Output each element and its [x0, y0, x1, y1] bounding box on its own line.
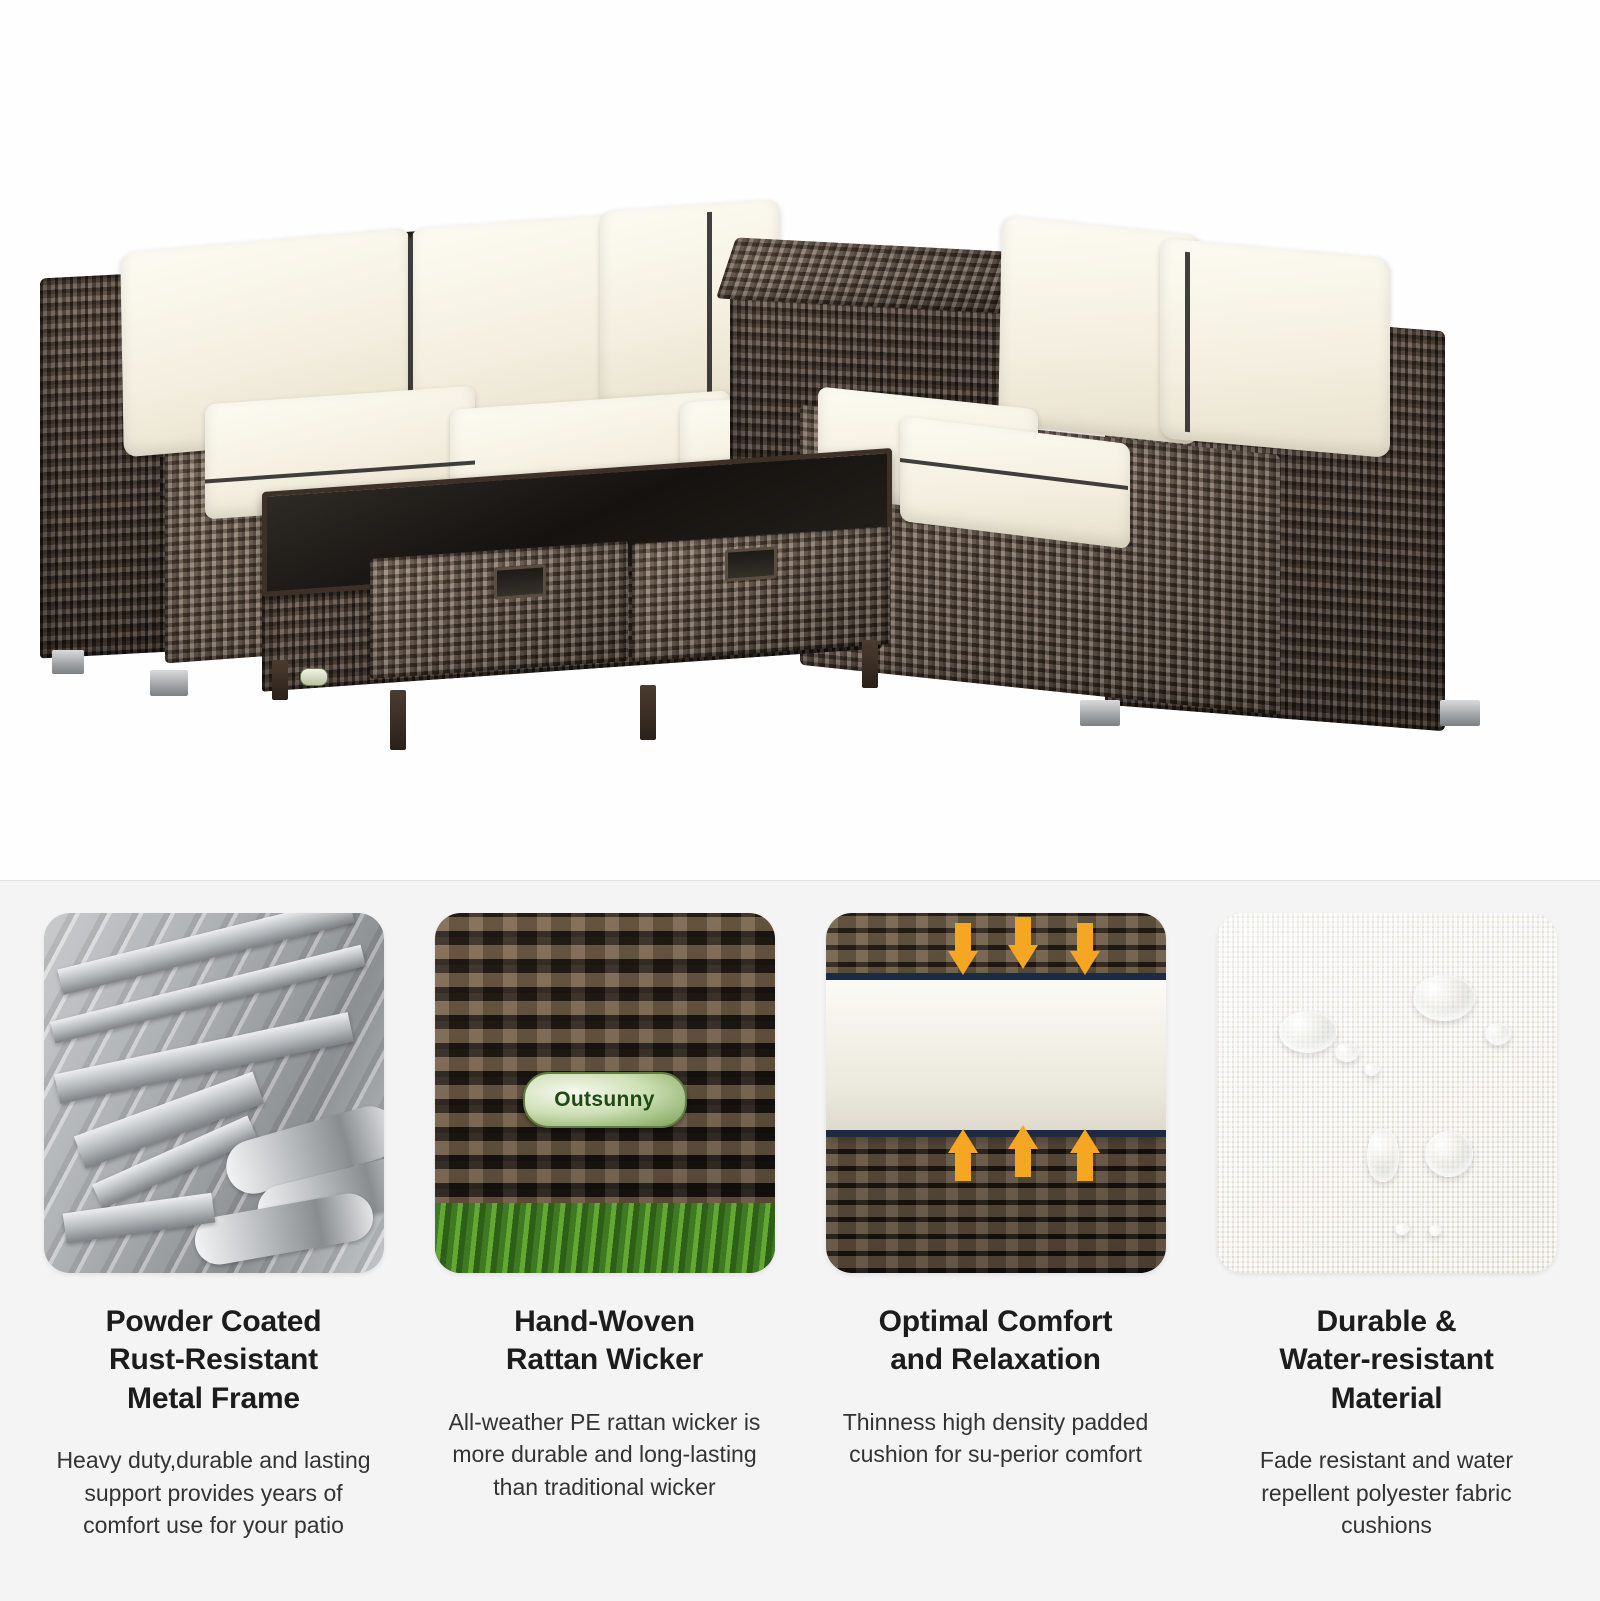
outsunny-logo-icon	[523, 1072, 687, 1128]
rattan-wicker-photo	[435, 913, 775, 1273]
water-droplet-icon	[1425, 1131, 1473, 1177]
water-droplet-icon	[1395, 1223, 1409, 1235]
water-resistant-photo	[1217, 913, 1557, 1273]
feature-title	[106, 1303, 322, 1418]
feature-description: All-weather PE rattan wicker is more durable and long-lasting than traditional wicker	[448, 1408, 761, 1501]
table-leg	[640, 685, 656, 740]
back-cushion	[1160, 238, 1390, 458]
water-droplet-icon	[1335, 1043, 1359, 1062]
sofa-foot	[1440, 700, 1480, 726]
coffee-table-drawer	[370, 541, 628, 679]
drawer-handle	[494, 564, 546, 600]
arrow-up-icon	[1070, 1129, 1100, 1181]
feature-title	[879, 1303, 1113, 1380]
water-droplet-icon	[1485, 1023, 1511, 1045]
water-droplet-icon	[1367, 1128, 1399, 1182]
feature-title-line: Rattan Wicker	[505, 1343, 704, 1377]
grass-background	[435, 1203, 775, 1273]
feature-title-line: Metal Frame	[127, 1381, 300, 1415]
cushion-strip	[826, 973, 1166, 1137]
water-droplet-icon	[1413, 975, 1475, 1021]
feature-description: Thinness high density padded cushion for su-perior comfort	[842, 1408, 1149, 1468]
sofa-foot	[1080, 700, 1120, 726]
cushion-comfort-photo	[826, 913, 1166, 1273]
feature-title-line: Powder Coated	[105, 1305, 322, 1338]
water-droplet-icon	[1279, 1011, 1337, 1053]
feature-title-line: Water-resistant	[1279, 1343, 1494, 1377]
table-leg	[862, 640, 878, 688]
feature-title-line: Material	[1330, 1381, 1443, 1415]
arrow-up-icon	[948, 1129, 978, 1181]
sofa-foot	[150, 670, 188, 696]
feature-title-line: Rust-Resistant	[109, 1343, 318, 1377]
drawer-handle	[725, 546, 777, 582]
feature-title-line: Durable &	[1316, 1305, 1457, 1338]
water-droplet-icon	[1429, 1225, 1441, 1236]
brand-label: Outsunny	[554, 1088, 655, 1112]
brand-tag-icon	[300, 668, 328, 686]
feature-section	[0, 880, 1600, 1601]
feature-grid	[0, 881, 1600, 1542]
feature-title-line: and Relaxation	[890, 1343, 1101, 1377]
feature-title	[1279, 1303, 1493, 1418]
metal-frame-photo	[44, 913, 384, 1273]
arrow-down-icon	[1008, 917, 1038, 969]
feature-title-line: Hand-Woven	[514, 1305, 695, 1338]
arrow-down-icon	[948, 923, 978, 975]
feature-description: Heavy duty,durable and lasting support provides years of comfort use for your patio	[56, 1447, 371, 1539]
water-droplet-icon	[1364, 1063, 1379, 1076]
feature-card-water-resistant	[1197, 913, 1576, 1542]
feature-card-metal-frame	[24, 913, 403, 1542]
feature-title	[506, 1303, 703, 1380]
table-leg	[272, 660, 288, 700]
cushion-piping	[707, 212, 712, 392]
feature-title-line: Optimal Comfort	[878, 1305, 1113, 1338]
feature-description: Fade resistant and water repellent polyester fabric cushions	[1259, 1447, 1514, 1539]
feature-card-rattan-wicker	[415, 913, 794, 1542]
arrow-up-icon	[1008, 1125, 1038, 1177]
sofa-foot	[52, 650, 84, 674]
cushion-piping	[1185, 252, 1190, 432]
arrow-down-icon	[1070, 923, 1100, 975]
feature-card-comfort	[806, 913, 1185, 1542]
table-leg	[390, 690, 406, 750]
